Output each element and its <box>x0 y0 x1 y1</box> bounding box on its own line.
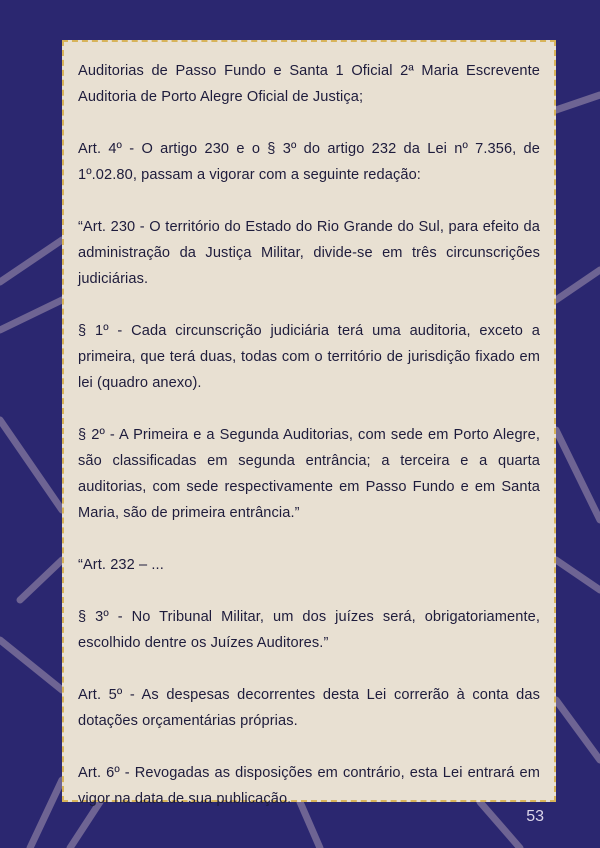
paragraph-paragraph-3: § 3º - No Tribunal Militar, um dos juízes será, obrigatoriamente, escolhido dentre os Juízes Auditores.” <box>78 609 540 651</box>
paragraph-art-6: Art. 6º - Revogadas as disposições em contrário, esta Lei entrará em vigor na data de sua publicação. <box>78 765 540 807</box>
paragraph-auditorias: Auditorias de Passo Fundo e Santa 1 Oficial 2ª Maria Escrevente Auditoria de Porto Alegre Oficial de Justiça; <box>78 63 540 105</box>
paragraph-art-4: Art. 4º - O artigo 230 e o § 3º do artigo 232 da Lei nº 7.356, de 1º.02.80, passam a vigorar com a seguinte redação: <box>78 141 540 183</box>
paragraph-paragraph-1: § 1º - Cada circunscrição judiciária terá uma auditoria, exceto a primeira, que terá duas, todas com o território de jurisdição fixado em lei (quadro anexo). <box>78 323 540 391</box>
page-number: 53 <box>526 808 544 825</box>
paragraph-art-232: “Art. 232 – ... <box>78 557 164 573</box>
paragraph-art-230: “Art. 230 - O território do Estado do Rio Grande do Sul, para efeito da administração da Justiça Militar, divide-se em três circunscrições judiciárias. <box>78 219 540 287</box>
document-card <box>62 40 556 807</box>
paragraph-art-5: Art. 5º - As despesas decorrentes desta Lei correrão à conta das dotações orçamentárias próprias. <box>78 687 540 729</box>
paragraph-paragraph-2: § 2º - A Primeira e a Segunda Auditorias, com sede em Porto Alegre, são classificadas em segunda entrância; a terceira e a quarta auditorias, com sede respectivamente em Passo Fundo e em Santa Maria, são de primeira entrância.” <box>78 427 540 521</box>
